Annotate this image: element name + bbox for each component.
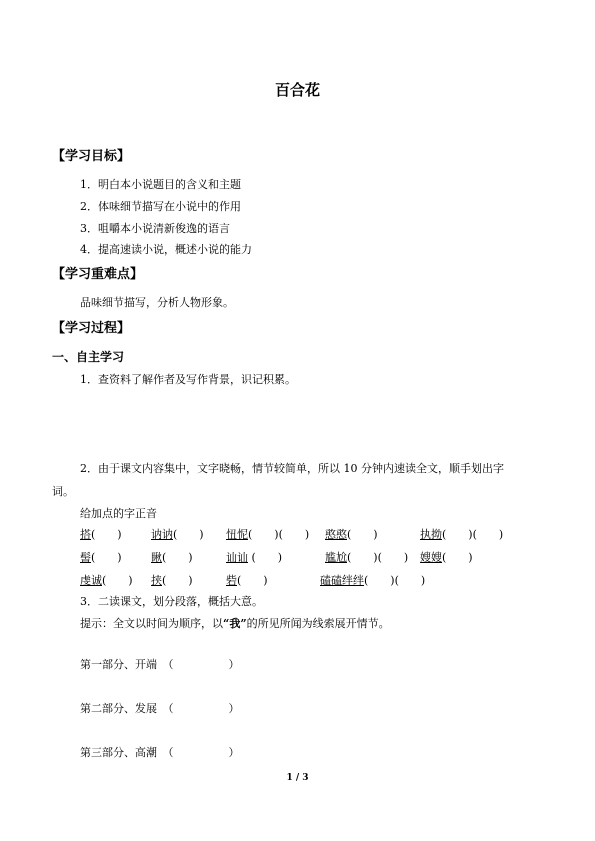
- question-2-line-1: 2．由于课文内容集中，文字晓畅，情节较简单，所以 10 分钟内速读全文，顺手划出字: [80, 462, 504, 475]
- question-1: 1．查资料了解作者及写作背景，识记积累。: [80, 373, 296, 386]
- pinyin-word: 忸怩: [226, 528, 248, 541]
- pinyin-blank: ( ): [162, 551, 193, 564]
- pinyin-word: 挟: [151, 574, 162, 587]
- pinyin-word: 讪讪: [226, 551, 248, 564]
- hint-text: [80, 615, 390, 631]
- pinyin-blank: ( ): [91, 551, 122, 564]
- pinyin-blank: ( ): [237, 574, 268, 587]
- pinyin-item: [80, 549, 122, 565]
- pinyin-blank: ( ): [102, 574, 133, 587]
- pinyin-item: [151, 549, 193, 565]
- pinyin-item: [80, 526, 122, 542]
- key-points-text: 品味细节描写，分析人物形象。: [80, 296, 234, 309]
- pinyin-word: 砦: [226, 574, 237, 587]
- pinyin-item: [151, 572, 193, 588]
- hint-suffix: 的所见所闻为线索展开情节。: [246, 617, 390, 630]
- key-points-heading: 【学习重难点】: [52, 267, 144, 282]
- pinyin-item: [226, 572, 268, 588]
- pinyin-item: [325, 549, 408, 565]
- pinyin-word: 瞅: [151, 551, 162, 564]
- pinyin-blank: ( ): [91, 528, 122, 541]
- question-3: 3．二读课文，划分段落，概括大意。: [80, 595, 263, 608]
- hint-prefix: 提示：全文以时间为顺序，以: [80, 617, 223, 630]
- pinyin-blank: ( ): [442, 551, 473, 564]
- pinyin-item: [80, 572, 133, 588]
- pinyin-blank: ( ): [162, 574, 193, 587]
- pinyin-word: 搭: [80, 528, 91, 541]
- pinyin-item: [226, 526, 309, 542]
- hint-emphasis: “我”: [223, 617, 247, 630]
- pinyin-word: 执拗: [420, 528, 442, 541]
- pinyin-item: [320, 572, 425, 588]
- goal-item-2: 2．体味细节描写在小说中的作用: [80, 200, 241, 213]
- pinyin-blank: ( ): [347, 528, 378, 541]
- pinyin-blank: ( )( ): [442, 528, 504, 541]
- self-study-heading: 一、自主学习: [52, 350, 125, 364]
- question-2-line-2: 词。: [52, 485, 74, 498]
- pinyin-blank: ( )( ): [364, 574, 426, 587]
- pinyin-word: 髻: [80, 551, 91, 564]
- pinyin-blank: ( )( ): [347, 551, 409, 564]
- goal-item-3: 3．咀嚼本小说清新俊逸的语言: [80, 222, 230, 235]
- pinyin-word: 嫂嫂: [420, 551, 442, 564]
- pinyin-item: [420, 549, 473, 565]
- goal-item-1: 1．明白本小说题目的含义和主题: [80, 178, 241, 191]
- pinyin-word: 虔诚: [80, 574, 102, 587]
- part-development: 第二部分、发展 （ ）: [80, 702, 240, 715]
- pinyin-blank: ( ): [173, 528, 204, 541]
- pinyin-blank: ( )( ): [248, 528, 310, 541]
- pinyin-word: 磕磕绊绊: [320, 574, 364, 587]
- page-title: 百合花: [274, 81, 320, 99]
- pinyin-word: 讷讷: [151, 528, 173, 541]
- pinyin-word: 憨憨: [325, 528, 347, 541]
- goals-heading: 【学习目标】: [52, 149, 131, 164]
- pinyin-item: [420, 526, 503, 542]
- process-heading: 【学习过程】: [52, 321, 131, 336]
- pinyin-item: [325, 526, 378, 542]
- pinyin-label: 给加点的字正音: [80, 507, 157, 520]
- part-opening: 第一部分、开端 （ ）: [80, 658, 240, 671]
- pinyin-blank: ( ): [248, 551, 283, 564]
- pinyin-item: [151, 526, 204, 542]
- page-number: 1 / 3: [286, 773, 309, 783]
- pinyin-item: [226, 549, 282, 565]
- goal-item-4: 4．提高速读小说，概述小说的能力: [80, 243, 252, 256]
- pinyin-word: 尴尬: [325, 551, 347, 564]
- part-climax: 第三部分、高潮 （ ）: [80, 746, 240, 759]
